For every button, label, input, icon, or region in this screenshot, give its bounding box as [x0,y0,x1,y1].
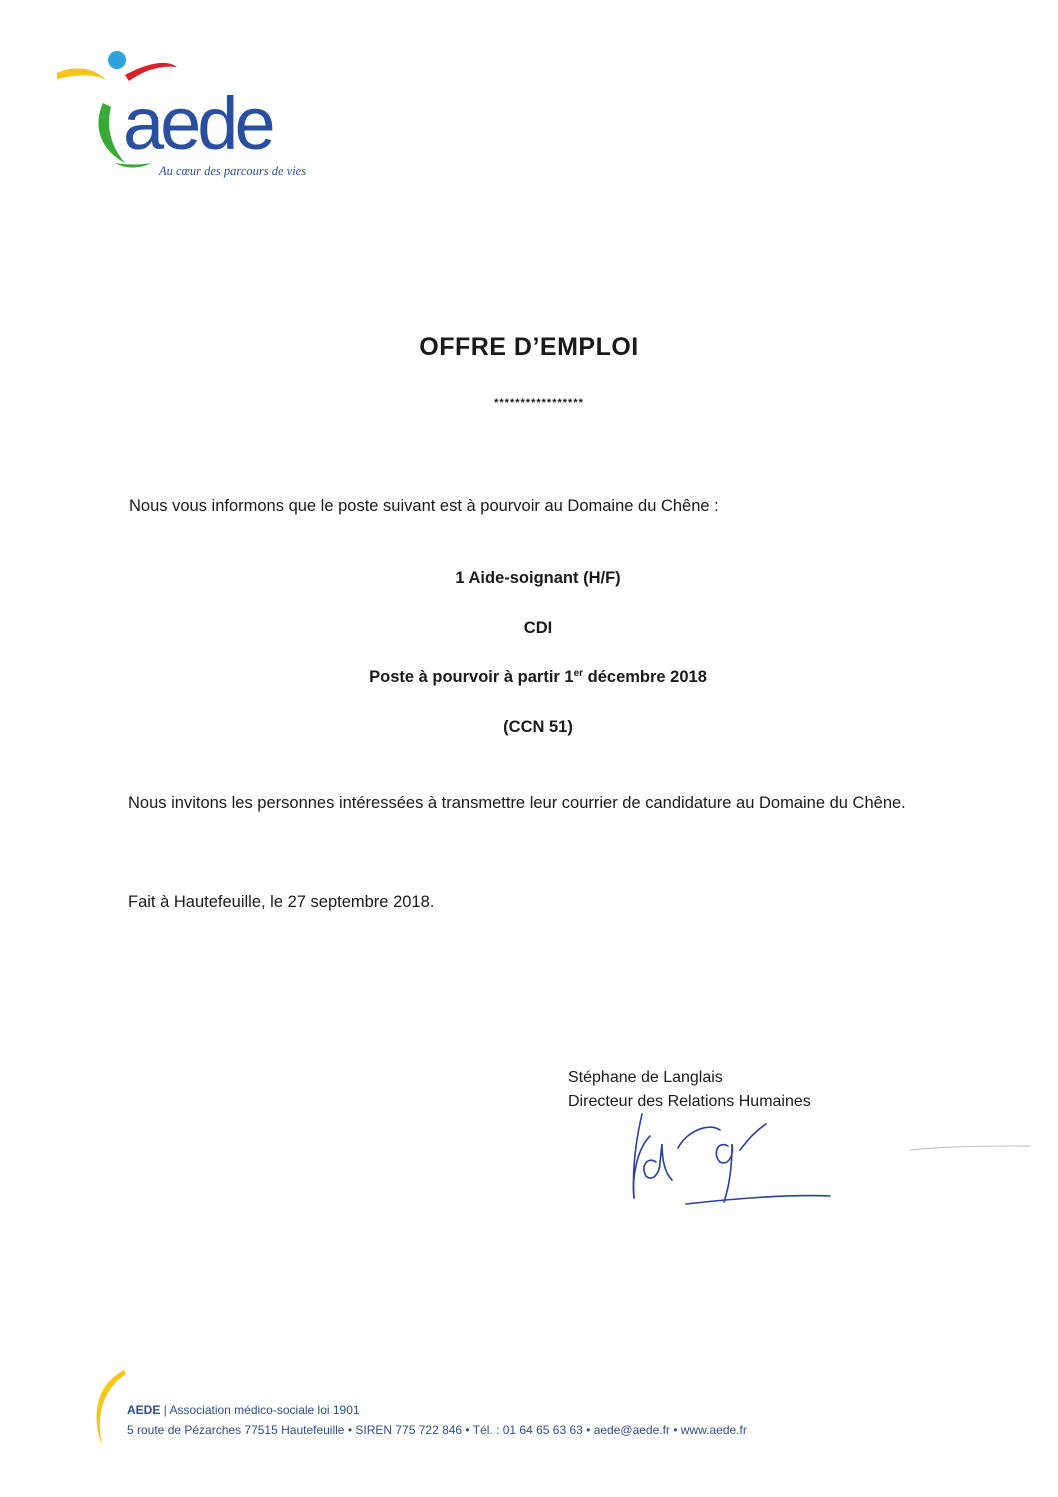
title-separator: ***************** [494,397,584,409]
signatory-name: Stéphane de Langlais [568,1069,723,1086]
handwritten-signature [620,1110,1040,1220]
start-date-prefix: Poste à pourvoir à partir 1 [369,668,574,686]
footer-org-line: AEDE | Association médico-sociale loi 1901 [127,1403,360,1417]
invitation-paragraph: Nous invitons les personnes intéressées à transmettre leur courrier de candidature au Domaine du Chêne. [128,794,906,812]
svg-text:Au cœur des parcours de vies: Au cœur des parcours de vies [159,164,307,178]
document-title: OFFRE D’EMPLOI [419,333,639,361]
footer-org-desc: Association médico-sociale loi 1901 [169,1403,360,1417]
place-date: Fait à Hautefeuille, le 27 septembre 2018. [128,893,435,911]
start-date-sup: er [573,668,584,679]
start-date [0,668,1058,687]
position-title: 1 Aide-soignant (H/F) [455,569,621,587]
svg-text:aede: aede [123,82,272,165]
collective-agreement: (CCN 51) [503,718,573,736]
footer-org: AEDE [127,1403,161,1417]
start-date-suffix: décembre 2018 [583,668,707,686]
contract-type: CDI [523,619,553,637]
footer-address: 5 route de Pézarches 77515 Hautefeuille • SIREN 775 722 846 • Tél. : 01 64 65 63 63 • aede@aede.fr • www.aede.fr [127,1423,747,1437]
aede-logo [55,45,345,185]
signatory-block [568,1066,811,1114]
signatory-role: Directeur des Relations Humaines [568,1093,811,1110]
footer [127,1400,747,1440]
aede-logo-graphic [55,45,345,185]
intro-paragraph: Nous vous informons que le poste suivant est à pourvoir au Domaine du Chêne : [129,497,719,515]
footer-yellow-arc [88,1368,128,1448]
